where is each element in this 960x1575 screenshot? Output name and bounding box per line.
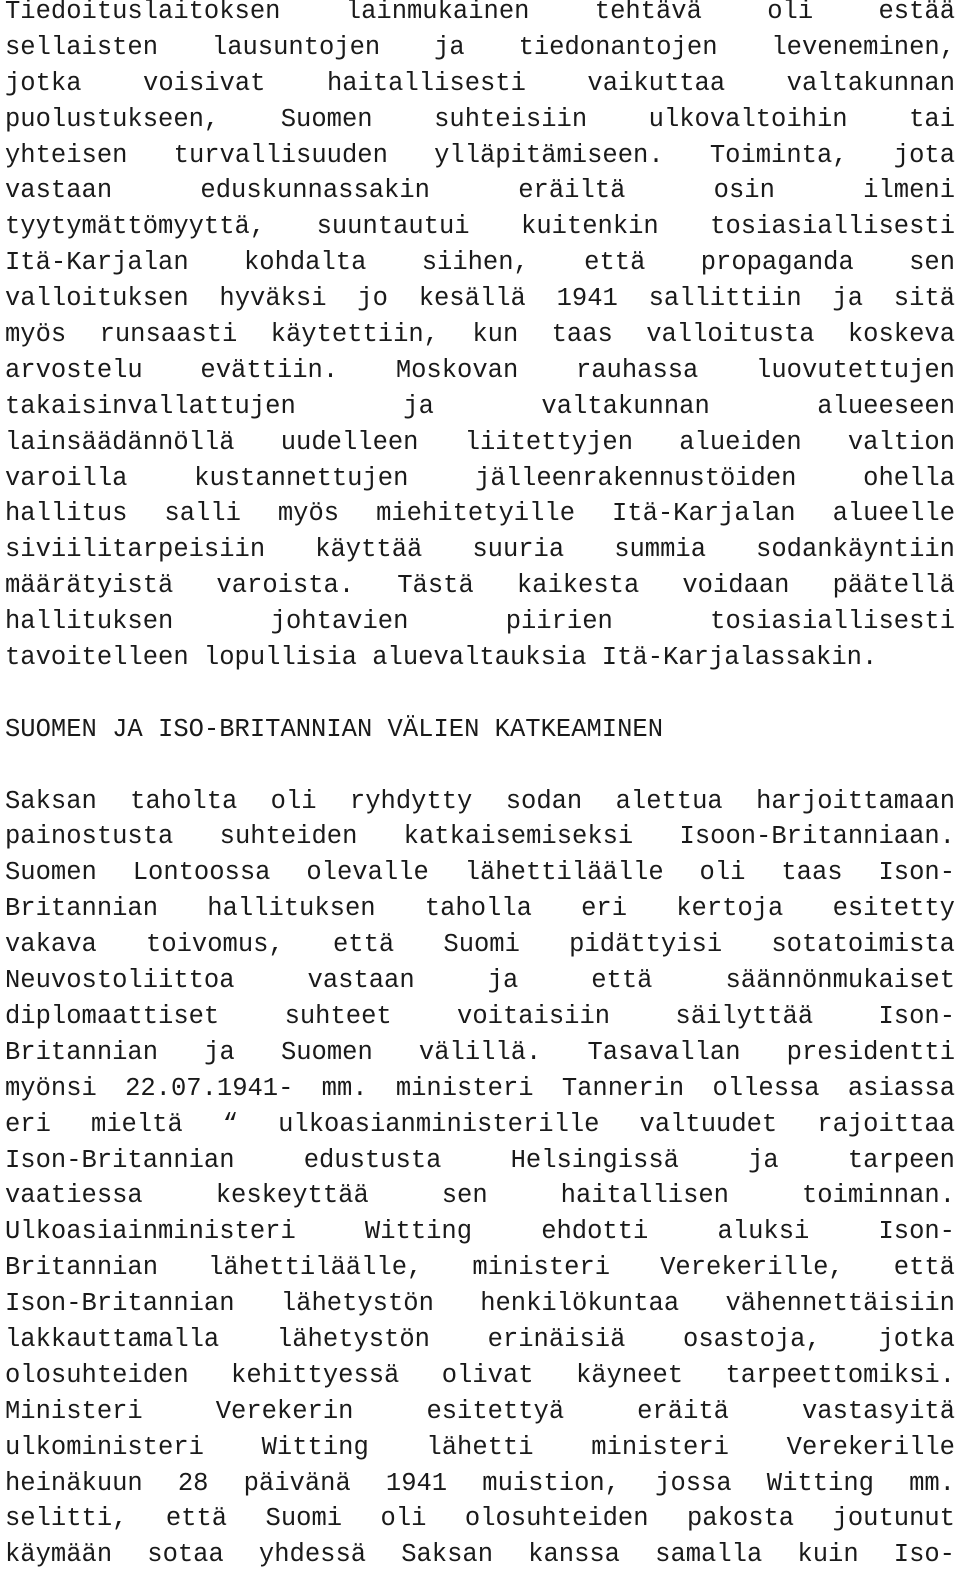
text-line: Suomen Lontoossa olevalle lähettiläälle oli taas Ison-: [5, 858, 955, 888]
text-line: myönsi 22.07.1941- mm. ministeri Tannerin ollessa asiassa: [5, 1073, 955, 1103]
text-line: sellaisten lausuntojen ja tiedonantojen leveneminen,: [5, 32, 955, 62]
text-line: myös runsaasti käytettiin, kun taas valloitusta koskeva: [5, 320, 955, 350]
text-line: vakava toivomus, että Suomi pidättyisi sotatoimista: [5, 930, 955, 960]
document-page: [5, 0, 955, 1573]
text-line: olosuhteiden kehittyessä olivat käyneet tarpeettomiksi.: [5, 1360, 955, 1390]
text-line: Ison-Britannian lähetystön henkilökuntaa vähennettäisiin: [5, 1289, 955, 1319]
text-line: Britannian ja Suomen välillä. Tasavallan presidentti: [5, 1037, 955, 1067]
paragraph-1: [5, 0, 955, 676]
paragraph-gap: [5, 676, 955, 712]
text-line: yhteisen turvallisuuden ylläpitämiseen. Toiminta, jota: [5, 140, 955, 170]
text-line: ulkoministeri Witting lähetti ministeri Verekerille: [5, 1432, 955, 1462]
text-line: eri mieltä “ ulkoasianministerille valtuudet rajoittaa: [5, 1109, 955, 1139]
text-line: heinäkuun 28 päivänä 1941 muistion, jossa Witting mm.: [5, 1468, 955, 1498]
text-line: Ministeri Verekerin esitettyä eräitä vastasyitä: [5, 1396, 955, 1426]
text-line: määrätyistä varoista. Tästä kaikesta voidaan päätellä: [5, 571, 955, 601]
text-line: tyytymättömyyttä, suuntautui kuitenkin tosiasiallisesti: [5, 212, 955, 242]
text-line: Ulkoasiainministeri Witting ehdotti aluksi Ison-: [5, 1217, 955, 1247]
text-line: Neuvostoliittoa vastaan ja että säännönmukaiset: [5, 966, 955, 996]
text-line: vastaan eduskunnassakin eräiltä osin ilmeni: [5, 176, 955, 206]
section-heading: SUOMEN JA ISO-BRITANNIAN VÄLIEN KATKEAMINEN: [5, 714, 664, 744]
text-line: käymään sotaa yhdessä Saksan kanssa samalla kuin Iso-: [5, 1540, 955, 1570]
text-line: varoilla kustannettujen jälleenrakennustöiden ohella: [5, 463, 955, 493]
text-line: Britannian hallituksen taholla eri kertoja esitetty: [5, 894, 955, 924]
text-line: painostusta suhteiden katkaisemiseksi Isoon-Britanniaan.: [5, 822, 955, 852]
paragraph-2: [5, 784, 955, 1574]
text-line: puolustukseen, Suomen suhteisiin ulkovaltoihin tai: [5, 104, 955, 134]
text-line: arvostelu evättiin. Moskovan rauhassa luovutettujen: [5, 355, 955, 385]
paragraph-gap: [5, 748, 955, 784]
text-line: Britannian lähettiläälle, ministeri Verekerille, että: [5, 1253, 955, 1283]
text-line: Ison-Britannian edustusta Helsingissä ja tarpeen: [5, 1145, 955, 1175]
text-line: jotka voisivat haitallisesti vaikuttaa valtakunnan: [5, 68, 955, 98]
text-line: Itä-Karjalan kohdalta siihen, että propaganda sen: [5, 248, 955, 278]
text-line: hallituksen johtavien piirien tosiasiallisesti: [5, 607, 955, 637]
text-line: Saksan taholta oli ryhdytty sodan alettua harjoittamaan: [5, 786, 955, 816]
text-line: hallitus salli myös miehitetyille Itä-Karjalan alueelle: [5, 499, 955, 529]
text-line: valloituksen hyväksi jo kesällä 1941 sallittiin ja sitä: [5, 284, 955, 314]
text-line: lainsäädännöllä uudelleen liitettyjen alueiden valtion: [5, 427, 955, 457]
text-line: siviilitarpeisiin käyttää suuria summia sodankäyntiin: [5, 535, 955, 565]
text-line-last: tavoitelleen lopullisia aluevaltauksia Itä-Karjalassakin.: [5, 643, 878, 673]
text-line: lakkauttamalla lähetystön erinäisiä osastoja, jotka: [5, 1324, 955, 1354]
text-line: diplomaattiset suhteet voitaisiin säilyttää Ison-: [5, 1001, 955, 1031]
text-line: takaisinvallattujen ja valtakunnan alueeseen: [5, 391, 955, 421]
text-line: selitti, että Suomi oli olosuhteiden pakosta joutunut: [5, 1504, 955, 1534]
text-line: vaatiessa keskeyttää sen haitallisen toiminnan.: [5, 1181, 955, 1211]
text-line: Tiedoituslaitoksen lainmukainen tehtävä oli estää: [5, 0, 955, 26]
